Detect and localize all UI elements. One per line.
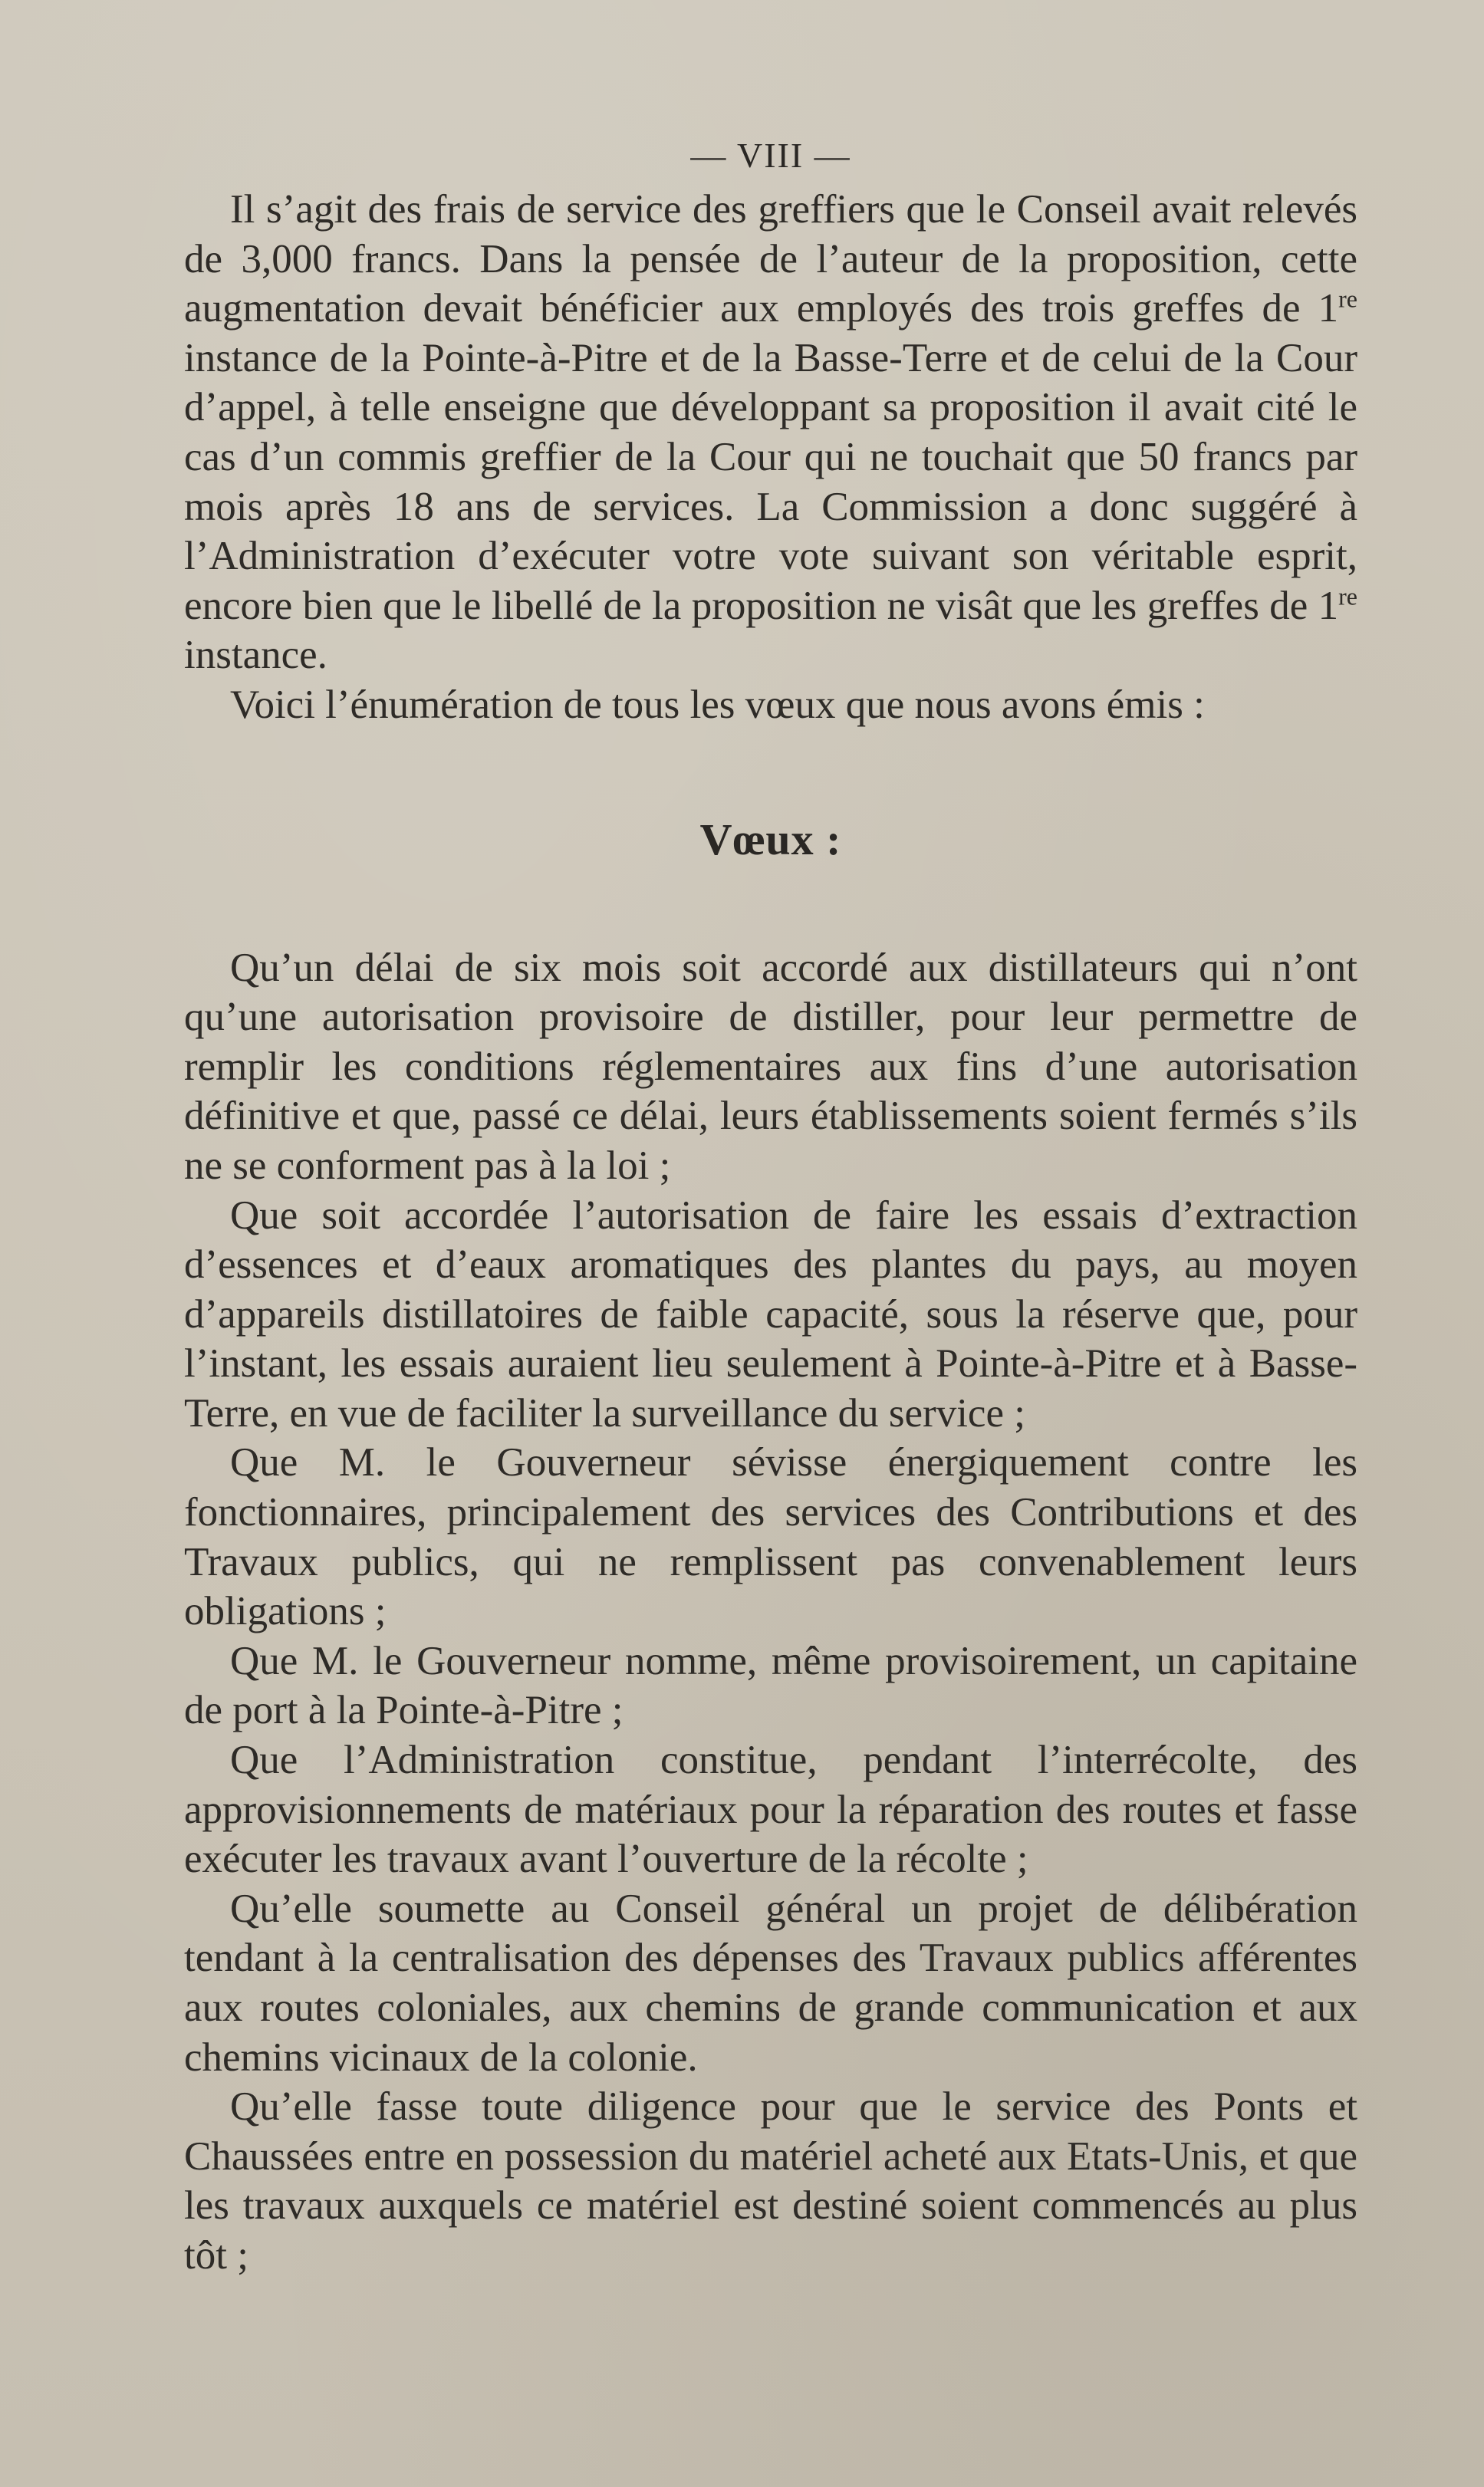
ordinal-superscript: re <box>1338 285 1357 313</box>
section-title-voeux: Vœux : <box>699 814 842 864</box>
intro-text-part-1: Il s’agit des frais de service des greffiers que le Conseil avait relevés de 3,000 francs. Dans la pensée de l’auteur de la proposition, cette augmentation devait bénéficier aux employés des trois greffes de 1 <box>184 187 1357 331</box>
voeu-paragraph-capitaine-de-port: Que M. le Gouverneur nomme, même provisoirement, un capitaine de port à la Pointe-à-Pitre ; <box>184 1638 1357 1733</box>
text-block <box>184 134 1357 2281</box>
intro-paragraph-greffiers <box>184 185 1357 680</box>
voeu-paragraph-ponts-et-chaussees: Qu’elle fasse toute diligence pour que le service des Ponts et Chaussées entre en possession du matériel acheté aux Etats-Unis, et que les travaux auxquels ce matériel est destiné soient commencés au plus tôt ; <box>184 2084 1357 2278</box>
voeu-paragraph-essences: Que soit accordée l’autorisation de faire les essais d’extraction d’essences et d’eaux aromatiques des plantes du pays, au moyen d’appareils distillatoires de faible capacité, sous la réserve que, pour l’instant, les essais auraient lieu seulement à Pointe-à-Pitre et à Basse-Terre, en vue de faciliter la surveillance du service ; <box>184 1193 1357 1436</box>
voeu-paragraph-centralisation: Qu’elle soumette au Conseil général un projet de délibération tendant à la centralisation des dépenses des Travaux publics afférentes aux routes coloniales, aux chemins de grande communication et aux chemins vicinaux de la colonie. <box>184 1886 1357 2080</box>
intro-paragraph-enumeration: Voici l’énumération de tous les vœux que nous avons émis : <box>230 682 1205 727</box>
voeu-paragraph-fonctionnaires: Que M. le Gouverneur sévisse énergiquement contre les fonctionnaires, principalement des services des Contributions et des Travaux publics, qui ne remplissent pas convenablement leurs obligations ; <box>184 1440 1357 1634</box>
voeu-paragraph-distillateurs: Qu’un délai de six mois soit accordé aux distillateurs qui n’ont qu’une autorisation provisoire de distiller, pour leur permettre de remplir les conditions réglementaires aux fins d’une autorisation définitive et que, passé ce délai, leurs établissements soient fermés s’ils ne se conforment pas à la loi ; <box>184 945 1357 1188</box>
ordinal-superscript: re <box>1338 582 1357 610</box>
intro-text-part-3: instance. <box>184 633 327 678</box>
running-head: — VIII — <box>690 136 851 175</box>
voeu-paragraph-approvisionnements: Que l’Administration constitue, pendant l’interrécolte, des approvisionnements de matériaux pour la réparation des routes et fasse exécuter les travaux avant l’ouverture de la récolte ; <box>184 1738 1357 1882</box>
intro-text-part-2: instance de la Pointe-à-Pitre et de la Basse-Terre et de celui de la Cour d’appel, à telle enseigne que développant sa proposition il avait cité le cas d’un commis greffier de la Cour qui ne touchait que 50 francs par mois après 18 ans de services. La Commission a donc suggéré à l’Administration d’exécuter votre vote suivant son véritable esprit, encore bien que le libellé de la proposition ne visât que les greffes de 1 <box>184 335 1357 628</box>
